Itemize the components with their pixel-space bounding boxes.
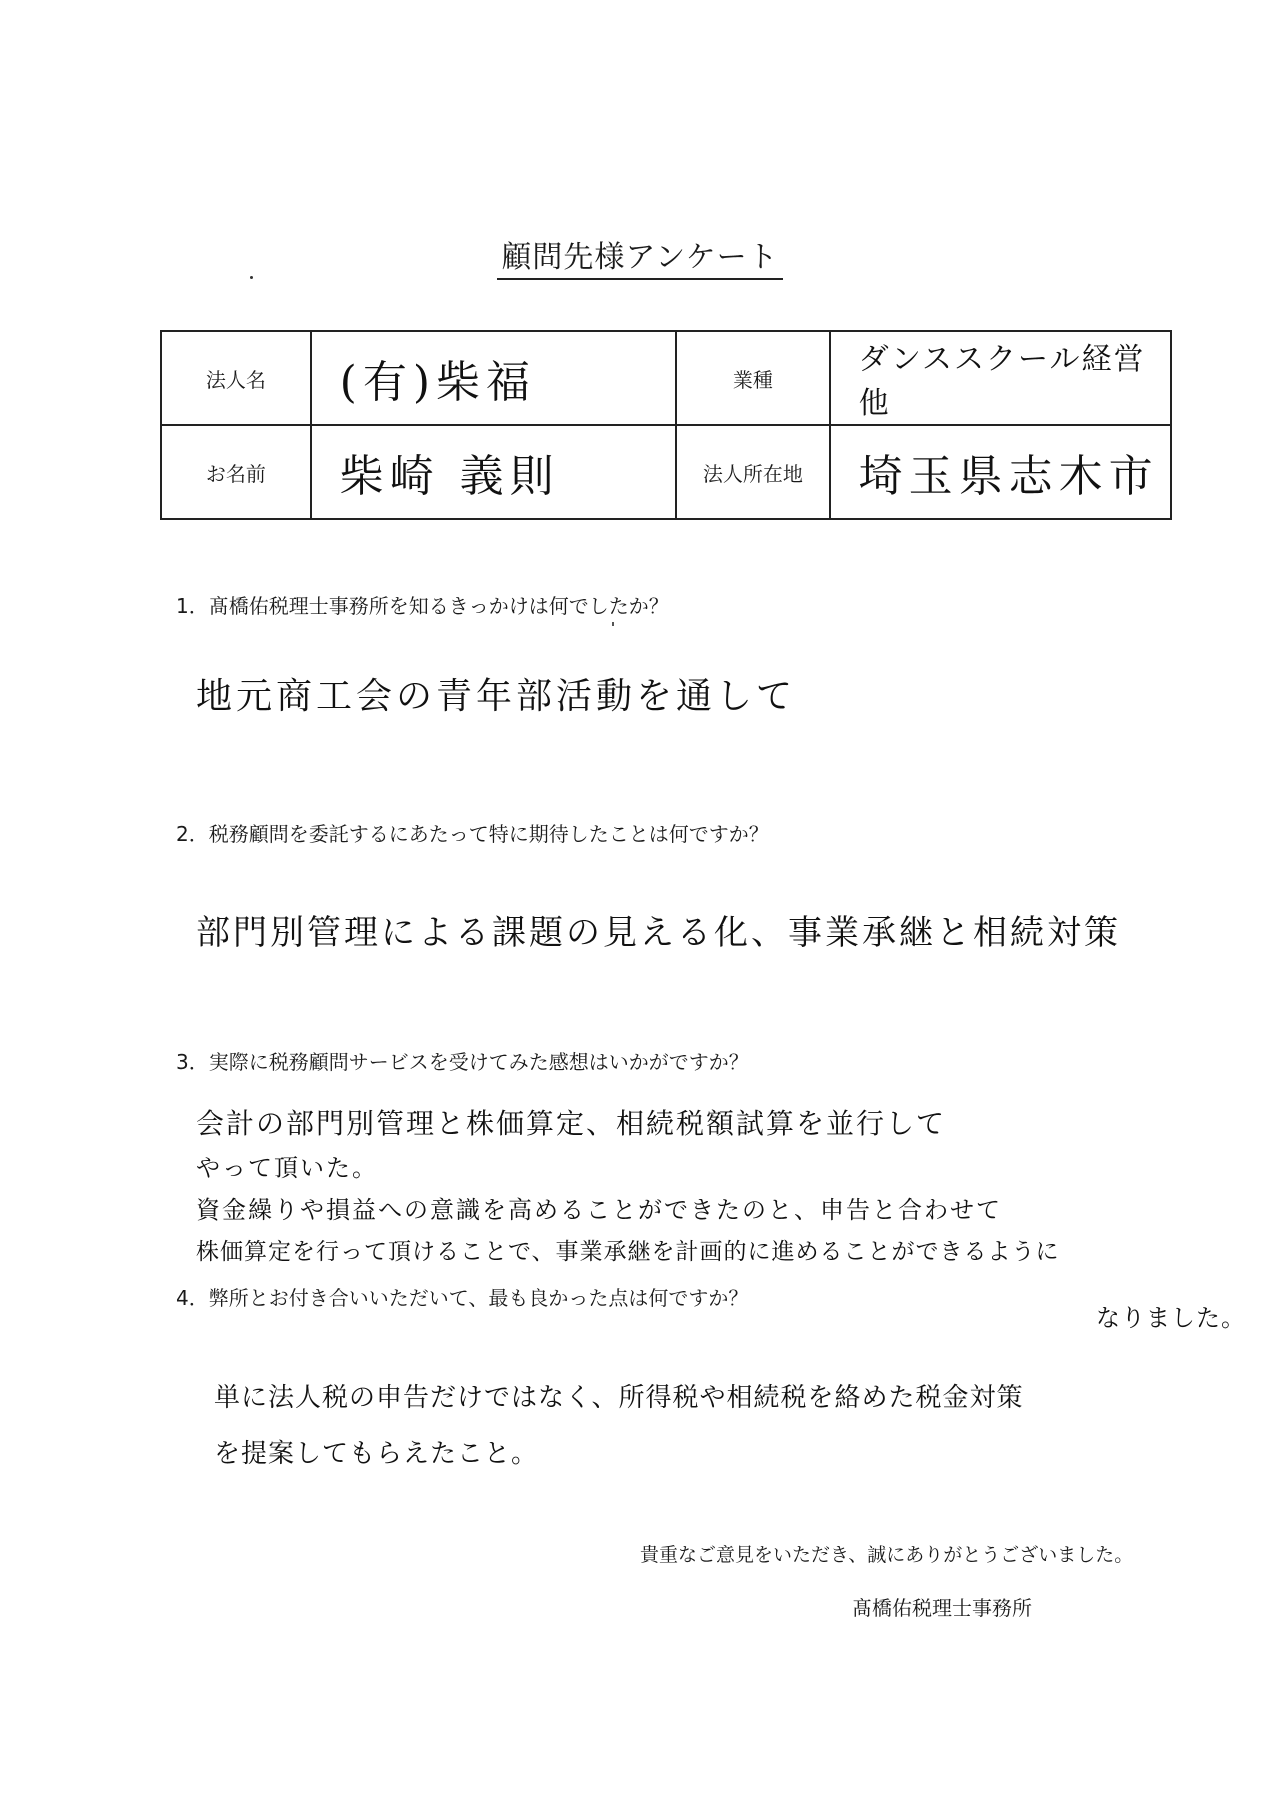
- location-value-cell: [830, 425, 1171, 519]
- answer-3: [196, 1100, 1060, 1272]
- thanks-message: 貴重なご意見をいただき、誠にありがとうございました。: [640, 1544, 1134, 1566]
- info-row-name: [161, 425, 1171, 519]
- answer-4: [214, 1370, 1023, 1482]
- answer-3-line-2: やって頂いた。: [196, 1154, 378, 1182]
- company-value-cell: [311, 331, 676, 425]
- info-row-company: [161, 331, 1171, 425]
- industry-label: 業種: [676, 331, 830, 425]
- company-label: 法人名: [161, 331, 311, 425]
- answer-4-line-1: 単に法人税の申告だけではなく、所得税や相続税を絡めた税金対策: [214, 1383, 1024, 1413]
- question-3: 3．実際に税務顧問サービスを受けてみた感想はいかがですか？: [176, 1050, 749, 1074]
- question-2: 2．税務顧問を委託するにあたって特に期待したことは何ですか？: [176, 822, 769, 846]
- industry-value-cell: [830, 331, 1171, 425]
- answer-1-line-1: 地元商工会の青年部活動を通して: [196, 676, 797, 717]
- answer-2: [196, 905, 1121, 954]
- answer-1: [196, 668, 796, 719]
- company-value: (有)柴福: [339, 357, 536, 408]
- name-label: お名前: [161, 425, 311, 519]
- question-4: 4．弊所とお付き合いいただいて、最も良かった点は何ですか？: [176, 1286, 749, 1310]
- answer-3-continued: [1096, 1298, 1246, 1333]
- stray-mark-2: [612, 622, 614, 626]
- office-name: 髙橋佑税理士事務所: [852, 1596, 1032, 1620]
- question-1: 1．髙橋佑税理士事務所を知るきっかけは何でしたか？: [176, 594, 669, 618]
- answer-4-line-2: を提案してもらえたこと。: [214, 1439, 539, 1469]
- name-value-cell: [311, 425, 676, 519]
- industry-value: ダンススクール経営他: [858, 342, 1146, 421]
- survey-title-text: 顧問先様アンケート: [497, 232, 782, 280]
- survey-title: [0, 232, 1280, 280]
- info-table: [160, 330, 1172, 520]
- answer-3-line-4: 株価算定を行って頂けることで、事業承継を計画的に進めることができるように: [196, 1239, 1060, 1265]
- location-value: 埼玉県志木市: [858, 451, 1159, 502]
- name-value: 柴崎 義則: [339, 451, 560, 502]
- answer-3-line-3: 資金繰りや損益への意識を高めることができたのと、申告と合わせて: [196, 1196, 1002, 1224]
- answer-2-line-1: 部門別管理による課題の見える化、事業承継と相続対策: [196, 913, 1121, 953]
- answer-3-line-5: なりました。: [1096, 1304, 1246, 1332]
- answer-3-line-1: 会計の部門別管理と株価算定、相続税額試算を並行して: [196, 1107, 947, 1140]
- stray-mark: [250, 276, 253, 279]
- location-label: 法人所在地: [676, 425, 830, 519]
